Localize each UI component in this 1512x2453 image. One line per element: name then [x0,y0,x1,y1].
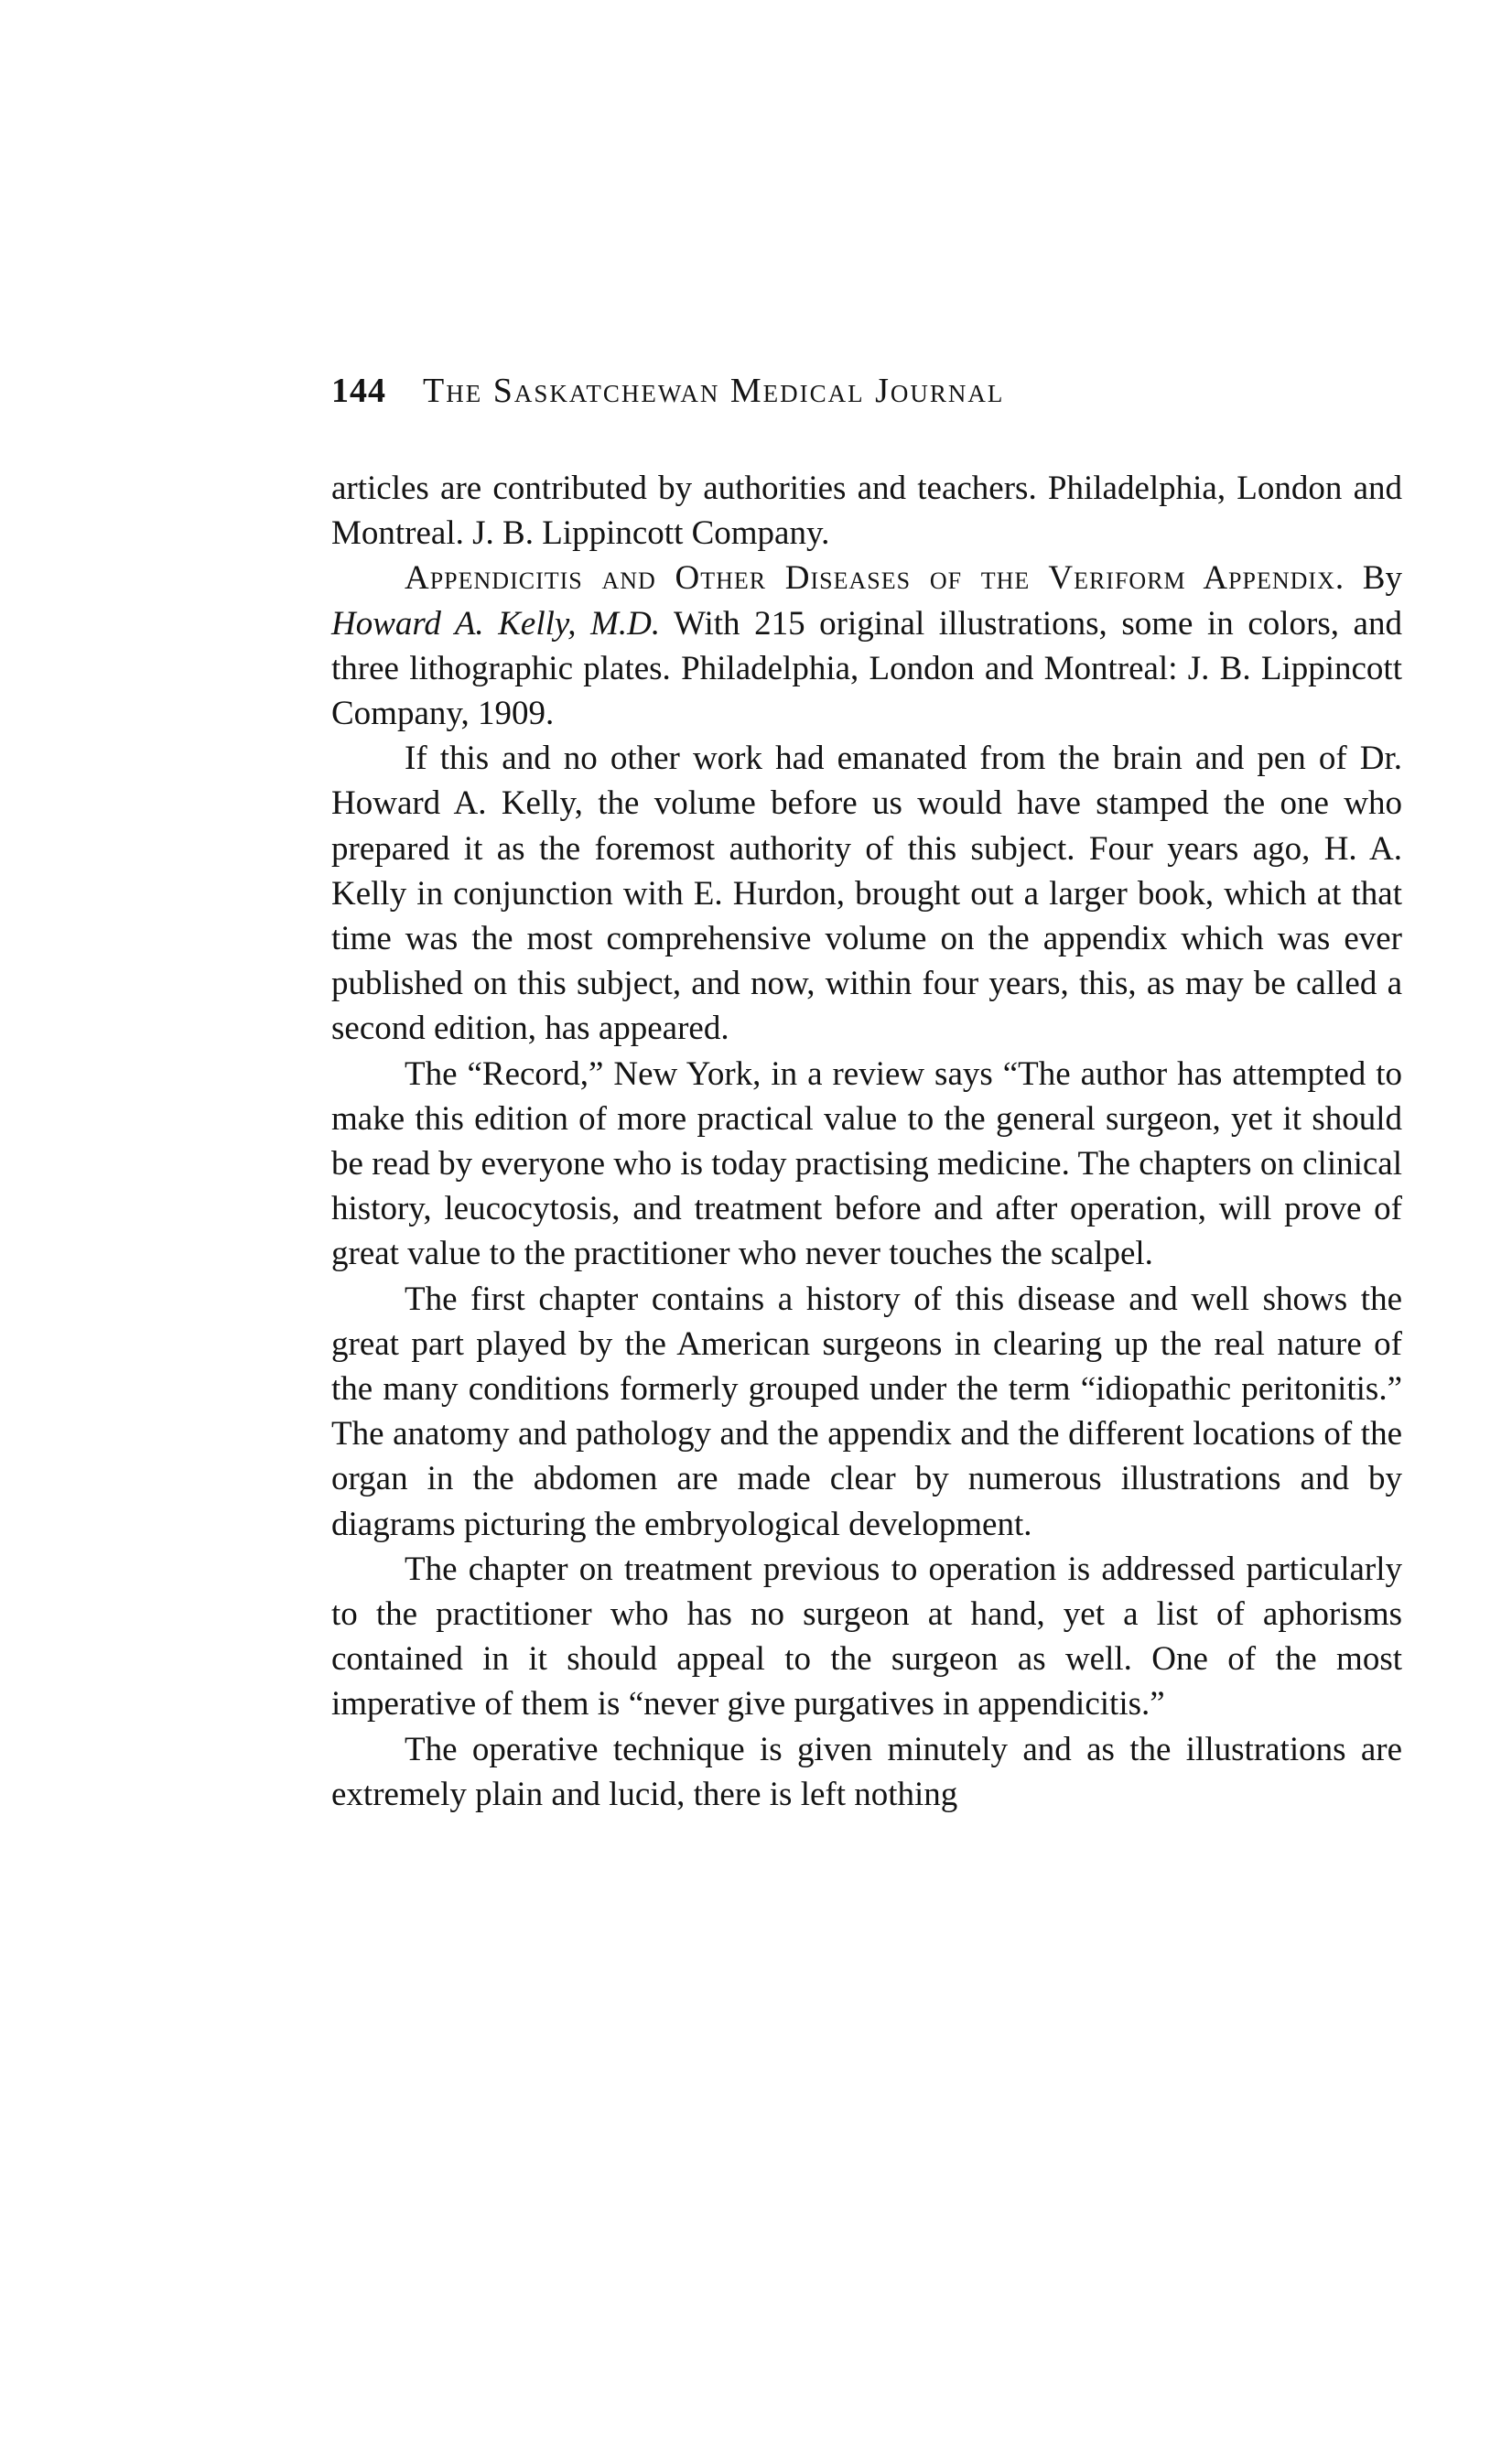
book-author: Howard A. Kelly, M.D. [331,604,661,643]
article-body [331,466,1402,1817]
book-by: By [1345,559,1402,598]
paragraph: The “Record,” New York, in a review says “The author has attempted to make this edition of more practical value to the general surgeon, yet it should be read by everyone who is today practising medicine. The chapters on clinical history, leucocytosis, and treatment before and after operation, will prove of great value to the practitioner who never touches the scalpel. [331,1054,1402,1273]
running-head: The Saskatchewan Medical Journal [423,372,1005,410]
paragraph: If this and no other work had emanated from the brain and pen of Dr. Howard A. Kelly, the volume before us would have stamped the one who prepared it as the foremost authority of this subject. Four years ago, H. A. Kelly in conjunction with E. Hurdon, brought out a larger book, which at that time was the most comprehensive volume on the appendix which was ever published on this subject, and now, within four years, this, as may be called a second edition, has appeared. [331,740,1402,1048]
paragraph-continuation: articles are contributed by authorities and teachers. Philadelphia, London and Montreal. J. B. Lippincott Company. [331,470,1402,553]
book-title: Appendicitis and Other Diseases of the Veriform Appendix. [405,559,1345,598]
book-details: With 215 original illustrations, some in colors, and three lithographic plates. Philadelphia, London and Montreal: J. B. Lippincott Company, 1909. [331,604,1402,733]
paragraph: The operative technique is given minutely and as the illustrations are extremely plain and lucid, there is left nothing [331,1730,1402,1813]
paragraph: The first chapter contains a history of this disease and well shows the great part played by the American surgeons in clearing up the real nature of the many conditions formerly grouped under the term “idiopathic peritonitis.” The anatomy and pathology and the appendix and the different locations of the organ in the abdomen are made clear by numerous illustrations and by diagrams picturing the embryological development. [331,1280,1402,1543]
page-number: 144 [331,372,386,410]
book-review-citation [331,556,1402,736]
page-header [331,371,1402,426]
paragraph: The chapter on treatment previous to operation is addressed particularly to the practitioner who has no surgeon at hand, yet a list of aphorisms contained in it should appeal to the surgeon as well. One of the most imperative of them is “never give purgatives in appendicitis.” [331,1550,1402,1724]
page [331,371,1402,1817]
